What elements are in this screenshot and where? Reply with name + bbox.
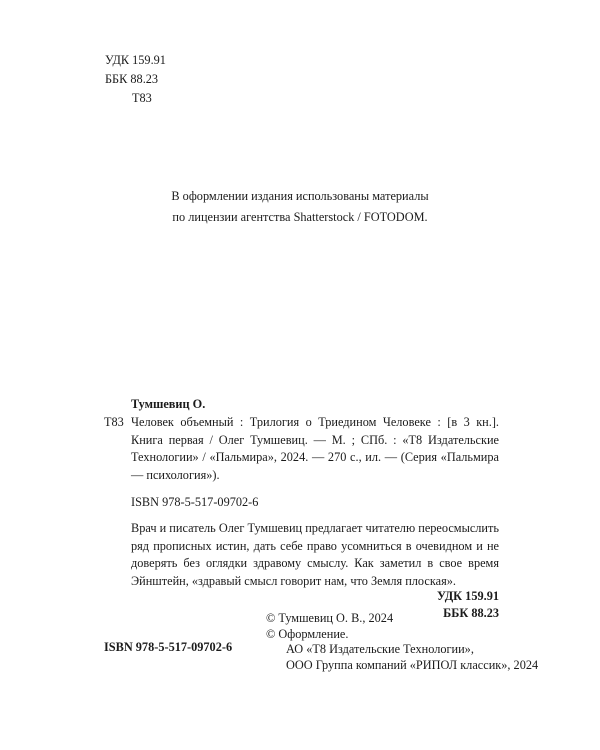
author-mark: Т83 xyxy=(132,91,152,105)
copyright-publisher-2: ООО Группа компаний «РИПОЛ классик», 2024 xyxy=(286,657,539,672)
license-line-1: В оформлении издания использованы материалы xyxy=(171,189,429,203)
entry-annotation: Врач и писатель Олег Тумшевиц предлагает читателю переосмыслить ряд прописных истин, дать себе право усомниться в очевидном и не доверять без оглядки здравому смыслу. Как заметил в свое время Эйнштейн, «здравый смысл говорит нам, что Земля плоская». xyxy=(131,521,499,588)
classification-top xyxy=(105,52,166,109)
copyright-author: © Тумшевиц О. В., 2024 xyxy=(266,611,394,625)
entry-author: Тумшевиц О. xyxy=(131,397,206,411)
bbk-code-bottom: ББК 88.23 xyxy=(443,606,499,620)
entry-author-mark: Т83 xyxy=(104,415,124,429)
isbn-bottom: ISBN 978-5-517-09702-6 xyxy=(104,640,233,654)
bibliographic-entry xyxy=(104,396,499,590)
copyright-design: © Оформление. xyxy=(266,626,349,641)
udk-code: УДК 159.91 xyxy=(105,53,166,67)
entry-description: Человек объемный : Трилогия о Триедином Человеке : [в 3 кн.]. Книга первая / Олег Тумшевиц. — М. ; СПб. : «Т8 Издательские Технологии» / «Пальмира», 2024. — 270 с., ил. — (Серия «Пальмира — психология»). xyxy=(131,415,499,482)
copyright-block xyxy=(266,610,538,672)
copyright-publisher-1: АО «Т8 Издательские Технологии», xyxy=(286,642,474,656)
license-line-2: по лицензии агентства Shatterstock / FOTODOM. xyxy=(172,210,428,224)
udk-code-bottom: УДК 159.91 xyxy=(436,589,499,603)
entry-description-block xyxy=(104,414,499,484)
license-notice xyxy=(0,186,600,228)
entry-isbn: ISBN 978-5-517-09702-6 xyxy=(131,495,259,509)
bbk-code: ББК 88.23 xyxy=(105,72,159,86)
